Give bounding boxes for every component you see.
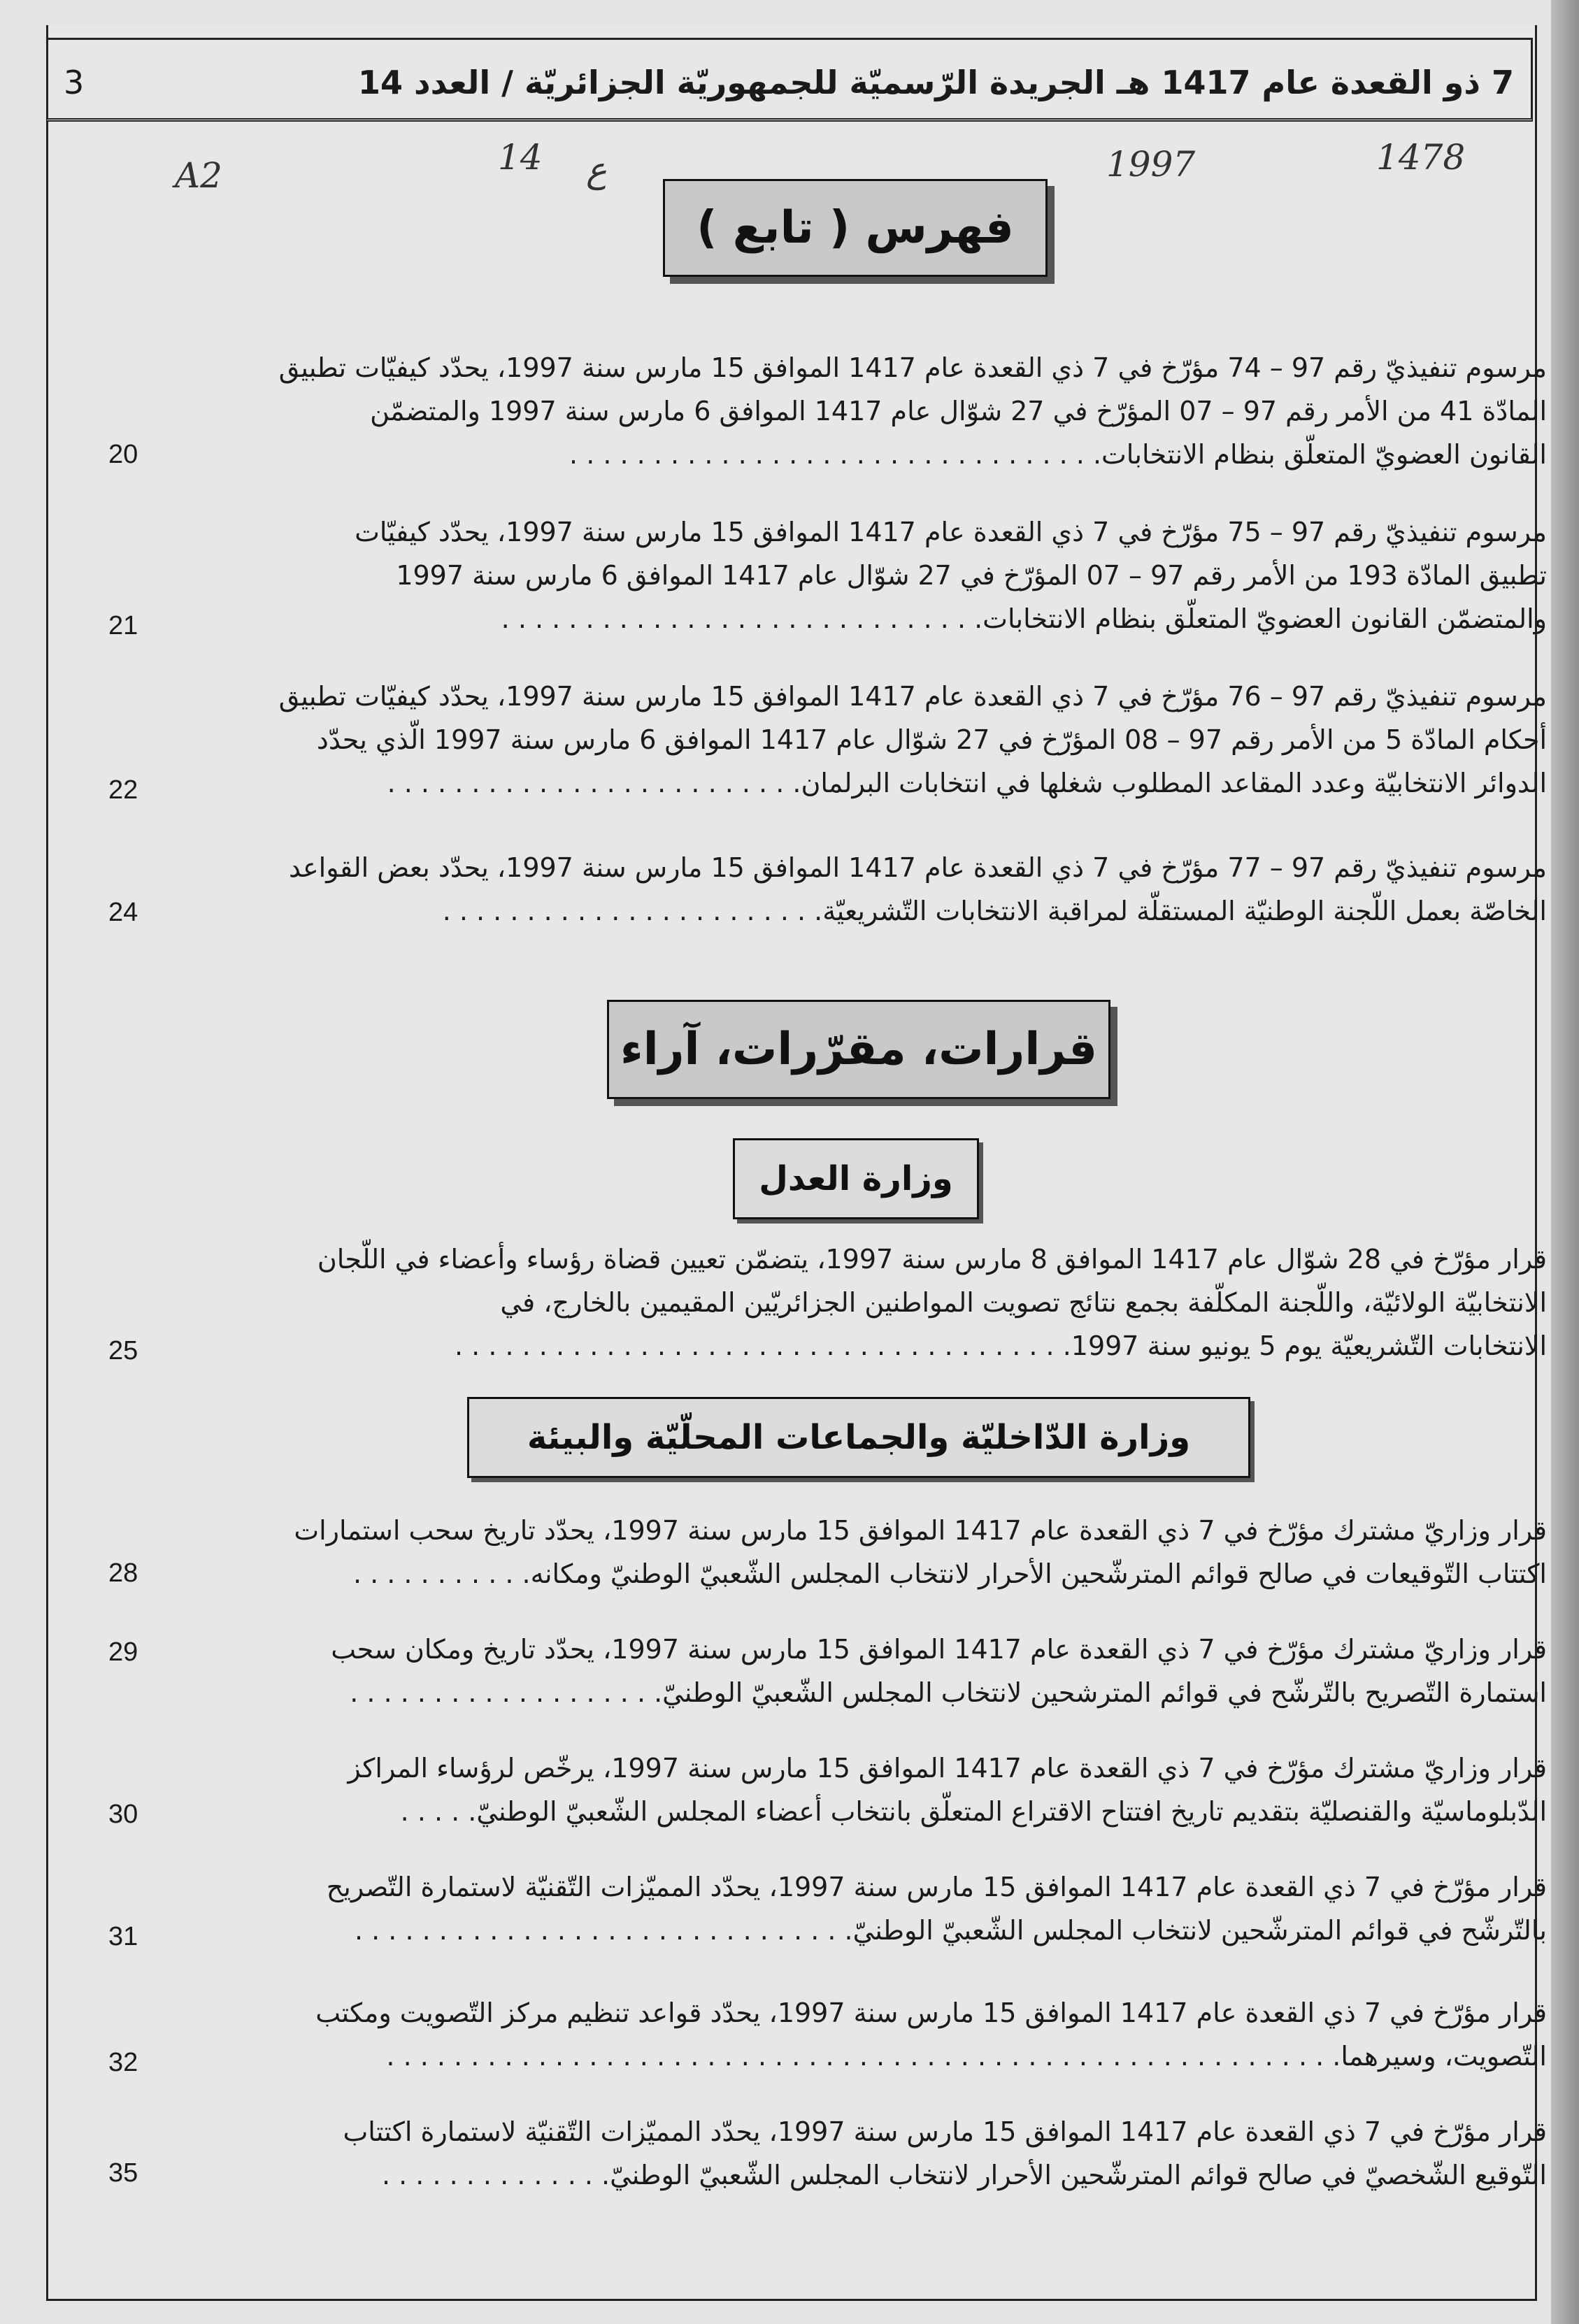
ministry-justice-title: وزارة العدل [733,1138,979,1219]
toc-entry-31: قرار مؤرّخ في 7 ذي القعدة عام 1417 الموافق 15 مارس سنة 1997، يحدّد المميّزات التّقنيّة لاستمارة التّصريح بالتّرشّح في قوائم المترشّحين لانتخاب المجلس الشّعبيّ الوطنيّ. . . . . . . . . . . . . . . . . . . . . . . . . . . . . . [326,1872,1547,1946]
toc-page-number: 28 [108,1558,138,1588]
toc-entry-32: قرار مؤرّخ في 7 ذي القعدة عام 1417 الموافق 15 مارس سنة 1997، يحدّد قواعد تنظيم مركز التّصويت ومكتب التّصويت، وسيرهما. . . . . . . . . . . . . . . . . . . . . . . . . . . . . . . . . . . . . . . . . . . . . . . . . . . . . . . . . [315,1997,1547,2072]
toc-page-number: 20 [108,440,138,469]
ministry-interior-title: وزارة الدّاخليّة والجماعات المحلّيّة والبيئة [467,1397,1250,1478]
toc-page-number: 29 [108,1637,138,1667]
toc-entry-30: قرار وزاريّ مشترك مؤرّخ في 7 ذي القعدة عام 1417 الموافق 15 مارس سنة 1997، يرخّص لرؤساء المراكز الدّبلوماسيّة والقنصليّة بتقديم تاريخ افتتاح الاقتراع المتعلّق بانتخاب أعضاء المجلس الشّعبيّ الوطنيّ. . . . . [348,1753,1547,1827]
toc-entry-22: مرسوم تنفيذيّ رقم 97 – 76 مؤرّخ في 7 ذي القعدة عام 1417 الموافق 15 مارس سنة 1997، يحدّد كيفيّات تطبيق أحكام المادّة 5 من الأمر رقم 97 – 08 المؤرّخ في 27 شوّال عام 1417 الموافق 6 مارس سنة 1997 الّذي يحدّد الدوائر الانتخابيّة وعدد المقاعد المطلوب شغلها في انتخابات البرلمان. . . . . . . . . . . . . . . . . . . . . . . . . [278,681,1547,798]
header-page-number: 3 [64,64,85,101]
running-header [46,38,1533,122]
toc-page-number: 24 [108,898,138,927]
toc-page-number: 35 [108,2158,138,2188]
toc-page-number: 32 [108,2048,138,2077]
toc-entry-28: قرار وزاريّ مشترك مؤرّخ في 7 ذي القعدة عام 1417 الموافق 15 مارس سنة 1997، يحدّد تاريخ سحب استمارات اكتتاب التّوقيعات في صالح قوائم المترشّحين الأحرار لانتخاب المجلس الشّعبيّ الوطنيّ ومكانه. . . . . . . . . . . [294,1515,1547,1589]
decisions-section-title: قرارات، مقرّرات، آراء [607,1000,1110,1099]
handwritten-note-year: 1997 [1106,144,1196,185]
header-title: 7 ذو القعدة عام 1417 هـ الجريدة الرّسميّة للجمهوريّة الجزائريّة / العدد 14 [357,64,1514,101]
toc-entry-21: مرسوم تنفيذيّ رقم 97 – 75 مؤرّخ في 7 ذي القعدة عام 1417 الموافق 15 مارس سنة 1997، يحدّد كيفيّات تطبيق المادّة 193 من الأمر رقم 97 – 07 المؤرّخ في 27 شوّال عام 1417 الموافق 6 مارس سنة 1997 والمتضمّن القانون العضويّ المتعلّق بنظام الانتخابات. . . . . . . . . . . . . . . . . . . . . . . . . . . . . [355,517,1547,634]
handwritten-note-right: 1478 [1376,137,1466,178]
toc-entry-35: قرار مؤرّخ في 7 ذي القعدة عام 1417 الموافق 15 مارس سنة 1997، يحدّد المميّزات التّقنيّة لاستمارة اكتتاب التّوقيع الشّخصيّ في صالح قوائم المترشّحين الأحرار لانتخاب المجلس الشّعبيّ الوطنيّ. . . . . . . . . . . . . . [343,2116,1547,2190]
toc-page-number: 22 [108,775,138,805]
page-edge-shadow [1551,0,1579,2324]
handwritten-note-number: 14 [498,137,543,178]
toc-page-number: 21 [108,611,138,640]
toc-page-number: 31 [108,1922,138,1951]
toc-entry-24: مرسوم تنفيذيّ رقم 97 – 77 مؤرّخ في 7 ذي القعدة عام 1417 الموافق 15 مارس سنة 1997، يحدّد بعض القواعد الخاصّة بعمل اللّجنة الوطنيّة المستقلّة لمراقبة الانتخابات التّشريعيّة. . . . . . . . . . . . . . . . . . . . . . . [289,852,1547,926]
toc-entry-29: قرار وزاريّ مشترك مؤرّخ في 7 ذي القعدة عام 1417 الموافق 15 مارس سنة 1997، يحدّد تاريخ ومكان سحب استمارة التّصريح بالتّرشّح في قوائم المترشحين لانتخاب المجلس الشّعبيّ الوطنيّ. . . . . . . . . . . . . . . . . . . [331,1634,1547,1708]
toc-page-number: 25 [108,1336,138,1365]
toc-entry-20: مرسوم تنفيذيّ رقم 97 – 74 مؤرّخ في 7 ذي القعدة عام 1417 الموافق 15 مارس سنة 1997، يحدّد كيفيّات تطبيق المادّة 41 من الأمر رقم 97 – 07 المؤرّخ في 27 شوّال عام 1417 الموافق 6 مارس سنة 1997 والمتضمّن القانون العضويّ المتعلّق بنظام الانتخابات. . . . . . . . . . . . . . . . . . . . . . . . . . . . . . . . [278,352,1547,470]
handwritten-note-letter: ع [586,150,607,190]
handwritten-note-left: A2 [175,155,222,196]
toc-entry-25: قرار مؤرّخ في 28 شوّال عام 1417 الموافق 8 مارس سنة 1997، يتضمّن تعيين قضاة رؤساء وأعضاء في اللّجان الانتخابيّة الولائيّة، واللّجنة المكلّفة بجمع نتائج تصويت المواطنين الجزائريّين المقيمين بالخارج، في الانتخابات التّشريعيّة يوم 5 يونيو سنة 1997. . . . . . . . . . . . . . . . . . . . . . . . . . . . . . . . . . . . . [317,1244,1547,1361]
index-continued-title: فهرس ( تابع ) [663,179,1048,277]
toc-page-number: 30 [108,1800,138,1829]
